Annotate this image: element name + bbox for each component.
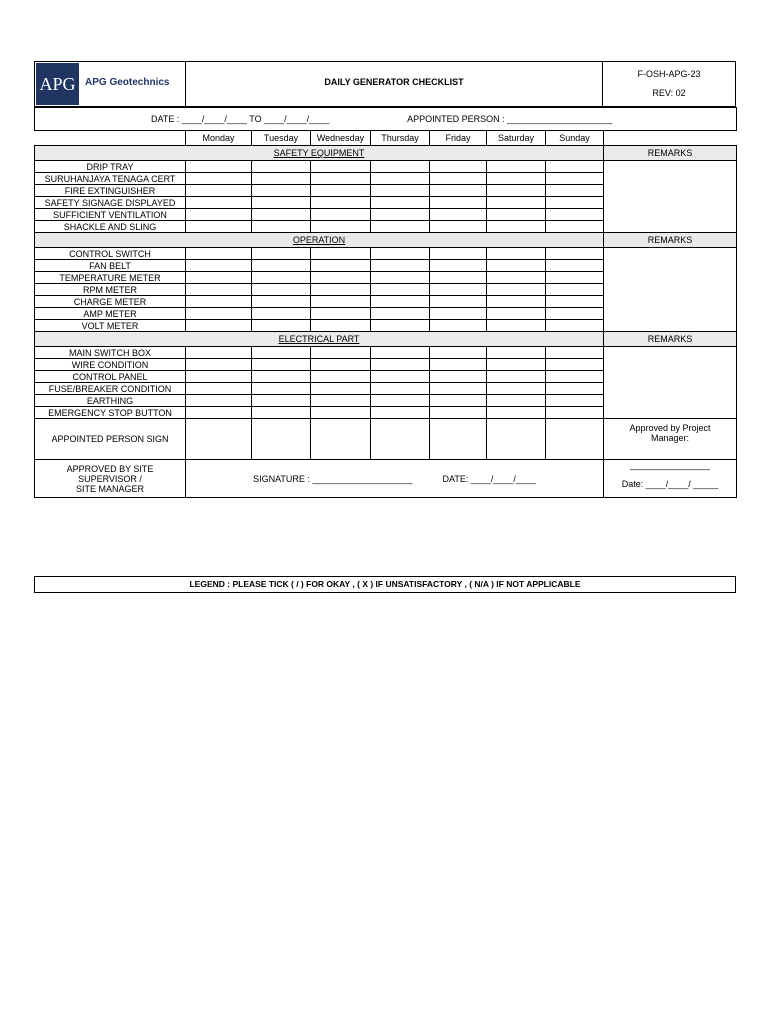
checklist-table [34,107,737,498]
check-cell-saturday[interactable] [487,320,546,332]
check-cell-tuesday[interactable] [252,371,311,383]
approval-label-line1: APPROVED BY SITE [66,463,154,474]
check-cell-wednesday[interactable] [311,221,371,233]
check-cell-sunday[interactable] [546,359,604,371]
check-cell-saturday[interactable] [487,383,546,395]
check-cell-thursday[interactable] [371,221,430,233]
check-cell-tuesday[interactable] [252,161,311,173]
check-cell-thursday[interactable] [371,371,430,383]
check-cell-friday[interactable] [430,272,487,284]
remarks-cell[interactable] [604,161,737,233]
check-cell-tuesday[interactable] [252,383,311,395]
appointed-person-sign-row [35,419,737,460]
check-cell-friday[interactable] [430,308,487,320]
remarks-cell[interactable] [604,347,737,419]
check-cell-sunday[interactable] [546,395,604,407]
checklist-item-label: SURUHANJAYA TENAGA CERT [35,173,186,185]
check-cell-wednesday[interactable] [311,161,371,173]
check-cell-monday[interactable] [186,221,252,233]
check-cell-thursday[interactable] [371,347,430,359]
sign-cell-sunday[interactable] [546,419,604,460]
pm-signature-line[interactable]: ________________ [629,460,711,470]
checklist-item-label: CHARGE METER [35,296,186,308]
checklist-item-label: EMERGENCY STOP BUTTON [35,407,186,419]
check-cell-friday[interactable] [430,221,487,233]
check-cell-tuesday[interactable] [252,221,311,233]
checklist-item-label: DRIP TRAY [35,161,186,173]
check-cell-saturday[interactable] [487,359,546,371]
sign-cell-monday[interactable] [186,419,252,460]
company-logo: APG [36,63,79,105]
check-cell-saturday[interactable] [487,197,546,209]
check-cell-friday[interactable] [430,347,487,359]
check-cell-sunday[interactable] [546,347,604,359]
check-cell-friday[interactable] [430,359,487,371]
checklist-item-label: SAFETY SIGNAGE DISPLAYED [35,197,186,209]
check-cell-friday[interactable] [430,161,487,173]
section-header-electrical-part [35,332,737,347]
checklist-item-label: CONTROL PANEL [35,371,186,383]
day-header-monday: Monday [186,131,252,146]
check-cell-sunday[interactable] [546,248,604,260]
legend-text: LEGEND : PLEASE TICK ( / ) FOR OKAY , ( X ) IF UNSATISFACTORY , ( N/A ) IF NOT APPLICABLE [189,579,581,589]
check-cell-wednesday[interactable] [311,308,371,320]
day-header-saturday: Saturday [487,131,546,146]
check-cell-tuesday[interactable] [252,308,311,320]
check-cell-monday[interactable] [186,248,252,260]
check-cell-saturday[interactable] [487,347,546,359]
check-cell-sunday[interactable] [546,161,604,173]
check-cell-tuesday[interactable] [252,359,311,371]
check-cell-sunday[interactable] [546,197,604,209]
project-manager-approval-cell[interactable] [604,419,737,460]
check-cell-thursday[interactable] [371,320,430,332]
check-cell-thursday[interactable] [371,248,430,260]
check-cell-monday[interactable] [186,359,252,371]
check-cell-tuesday[interactable] [252,197,311,209]
check-cell-sunday[interactable] [546,272,604,284]
document-code: F-OSH-APG-23 [637,69,701,79]
checklist-item-label: CONTROL SWITCH [35,248,186,260]
check-cell-thursday[interactable] [371,260,430,272]
check-cell-saturday[interactable] [487,284,546,296]
check-cell-saturday[interactable] [487,173,546,185]
section-title: SAFETY EQUIPMENT [273,148,365,158]
checklist-row [35,248,737,260]
check-cell-tuesday[interactable] [252,347,311,359]
approval-label-line3: SITE MANAGER [75,483,144,494]
check-cell-friday[interactable] [430,395,487,407]
section-header-safety-equipment [35,146,737,161]
pm-date-field[interactable]: Date: ____/____/ _____ [621,479,719,489]
day-header-blank [35,131,186,146]
check-cell-friday[interactable] [430,260,487,272]
check-cell-saturday[interactable] [487,371,546,383]
title-cell [186,62,603,106]
check-cell-friday[interactable] [430,296,487,308]
checklist-item-label: EARTHING [35,395,186,407]
check-cell-monday[interactable] [186,371,252,383]
check-cell-monday[interactable] [186,260,252,272]
check-cell-thursday[interactable] [371,359,430,371]
pm-signature-date-cell[interactable] [604,460,737,498]
check-cell-wednesday[interactable] [311,320,371,332]
check-cell-friday[interactable] [430,320,487,332]
check-cell-wednesday[interactable] [311,248,371,260]
check-cell-friday[interactable] [430,197,487,209]
section-title-cell [35,332,604,347]
date-range-row [35,108,737,131]
check-cell-monday[interactable] [186,272,252,284]
check-cell-sunday[interactable] [546,185,604,197]
check-cell-thursday[interactable] [371,197,430,209]
check-cell-wednesday[interactable] [311,185,371,197]
check-cell-wednesday[interactable] [311,407,371,419]
site-signature-cell[interactable] [186,460,604,498]
day-header-wednesday: Wednesday [311,131,371,146]
section-title-cell [35,146,604,161]
check-cell-saturday[interactable] [487,395,546,407]
check-cell-wednesday[interactable] [311,284,371,296]
company-name: APG Geotechnics [85,77,170,88]
check-cell-tuesday[interactable] [252,272,311,284]
check-cell-wednesday[interactable] [311,347,371,359]
check-cell-monday[interactable] [186,395,252,407]
check-cell-monday[interactable] [186,197,252,209]
check-cell-thursday[interactable] [371,395,430,407]
check-cell-friday[interactable] [430,383,487,395]
check-cell-wednesday[interactable] [311,371,371,383]
appointed-person-field[interactable]: APPOINTED PERSON : _____________________ [407,114,613,124]
check-cell-sunday[interactable] [546,284,604,296]
check-cell-monday[interactable] [186,284,252,296]
checklist-item-label: FAN BELT [35,260,186,272]
check-cell-monday[interactable] [186,173,252,185]
check-cell-friday[interactable] [430,209,487,221]
check-cell-wednesday[interactable] [311,197,371,209]
check-cell-saturday[interactable] [487,185,546,197]
checklist-item-label: SHACKLE AND SLING [35,221,186,233]
check-cell-thursday[interactable] [371,296,430,308]
check-cell-saturday[interactable] [487,260,546,272]
check-cell-friday[interactable] [430,284,487,296]
check-cell-monday[interactable] [186,185,252,197]
check-cell-wednesday[interactable] [311,173,371,185]
checklist-item-label: MAIN SWITCH BOX [35,347,186,359]
check-cell-wednesday[interactable] [311,209,371,221]
check-cell-saturday[interactable] [487,296,546,308]
check-cell-monday[interactable] [186,347,252,359]
check-cell-thursday[interactable] [371,173,430,185]
logo-cell [35,62,186,106]
appointed-person-sign-label: APPOINTED PERSON SIGN [35,419,186,460]
remarks-header: REMARKS [604,332,737,347]
check-cell-tuesday[interactable] [252,248,311,260]
sign-cell-saturday[interactable] [487,419,546,460]
check-cell-thursday[interactable] [371,185,430,197]
check-cell-wednesday[interactable] [311,296,371,308]
check-cell-monday[interactable] [186,320,252,332]
check-cell-saturday[interactable] [487,407,546,419]
checklist-item-label: AMP METER [35,308,186,320]
check-cell-thursday[interactable] [371,284,430,296]
check-cell-tuesday[interactable] [252,296,311,308]
checklist-row [35,347,737,359]
check-cell-thursday[interactable] [371,272,430,284]
check-cell-monday[interactable] [186,407,252,419]
check-cell-thursday[interactable] [371,308,430,320]
check-cell-saturday[interactable] [487,248,546,260]
check-cell-sunday[interactable] [546,407,604,419]
check-cell-sunday[interactable] [546,221,604,233]
doc-code-cell [603,62,735,106]
check-cell-sunday[interactable] [546,209,604,221]
check-cell-monday[interactable] [186,308,252,320]
check-cell-thursday[interactable] [371,161,430,173]
approval-date-field[interactable]: DATE: ____/____/____ [442,473,536,484]
check-cell-thursday[interactable] [371,383,430,395]
day-header-friday: Friday [430,131,487,146]
checklist-item-label: RPM METER [35,284,186,296]
check-cell-tuesday[interactable] [252,260,311,272]
day-header-tuesday: Tuesday [252,131,311,146]
checklist-item-label: SUFFICIENT VENTILATION [35,209,186,221]
check-cell-friday[interactable] [430,248,487,260]
check-cell-sunday[interactable] [546,383,604,395]
day-header-blank-right [604,131,737,146]
sign-cell-thursday[interactable] [371,419,430,460]
check-cell-monday[interactable] [186,296,252,308]
check-cell-sunday[interactable] [546,296,604,308]
remarks-header: REMARKS [604,233,737,248]
section-title: OPERATION [292,235,346,245]
section-header-operation [35,233,737,248]
check-cell-wednesday[interactable] [311,260,371,272]
check-cell-saturday[interactable] [487,221,546,233]
sign-cell-tuesday[interactable] [252,419,311,460]
remarks-header: REMARKS [604,146,737,161]
check-cell-tuesday[interactable] [252,173,311,185]
approved-by-pm-label: Approved by Project Manager: [629,423,711,443]
check-cell-sunday[interactable] [546,308,604,320]
checklist-row [35,161,737,173]
section-title: ELECTRICAL PART [278,334,360,344]
section-title-cell [35,233,604,248]
check-cell-sunday[interactable] [546,260,604,272]
check-cell-friday[interactable] [430,173,487,185]
signature-field[interactable]: SIGNATURE : ____________________ [253,473,413,484]
check-cell-tuesday[interactable] [252,320,311,332]
checklist-item-label: FIRE EXTINGUISHER [35,185,186,197]
checklist-item-label: VOLT METER [35,320,186,332]
document-header [34,61,736,107]
sign-cell-friday[interactable] [430,419,487,460]
check-cell-thursday[interactable] [371,407,430,419]
check-cell-saturday[interactable] [487,161,546,173]
legend-box [34,576,736,593]
approval-label-line2: SUPERVISOR / [78,473,142,484]
date-range[interactable]: DATE : ____/____/____ TO ____/____/____ [151,114,330,124]
revision-number: REV: 02 [652,88,686,98]
checklist-item-label: WIRE CONDITION [35,359,186,371]
check-cell-wednesday[interactable] [311,383,371,395]
check-cell-friday[interactable] [430,185,487,197]
checklist-item-label: TEMPERATURE METER [35,272,186,284]
check-cell-monday[interactable] [186,161,252,173]
site-approval-row [35,460,737,498]
site-approval-label [35,460,186,498]
check-cell-friday[interactable] [430,371,487,383]
check-cell-friday[interactable] [430,407,487,419]
check-cell-tuesday[interactable] [252,284,311,296]
day-header-thursday: Thursday [371,131,430,146]
check-cell-tuesday[interactable] [252,209,311,221]
check-cell-tuesday[interactable] [252,185,311,197]
check-cell-sunday[interactable] [546,173,604,185]
sign-cell-wednesday[interactable] [311,419,371,460]
check-cell-thursday[interactable] [371,209,430,221]
check-cell-saturday[interactable] [487,209,546,221]
check-cell-sunday[interactable] [546,320,604,332]
check-cell-saturday[interactable] [487,272,546,284]
check-cell-monday[interactable] [186,383,252,395]
check-cell-tuesday[interactable] [252,395,311,407]
day-header-sunday: Sunday [546,131,604,146]
document-title: DAILY GENERATOR CHECKLIST [324,77,464,87]
check-cell-wednesday[interactable] [311,359,371,371]
check-cell-tuesday[interactable] [252,407,311,419]
check-cell-sunday[interactable] [546,371,604,383]
checklist-item-label: FUSE/BREAKER CONDITION [35,383,186,395]
check-cell-monday[interactable] [186,209,252,221]
check-cell-wednesday[interactable] [311,395,371,407]
check-cell-wednesday[interactable] [311,272,371,284]
remarks-cell[interactable] [604,248,737,332]
check-cell-saturday[interactable] [487,308,546,320]
